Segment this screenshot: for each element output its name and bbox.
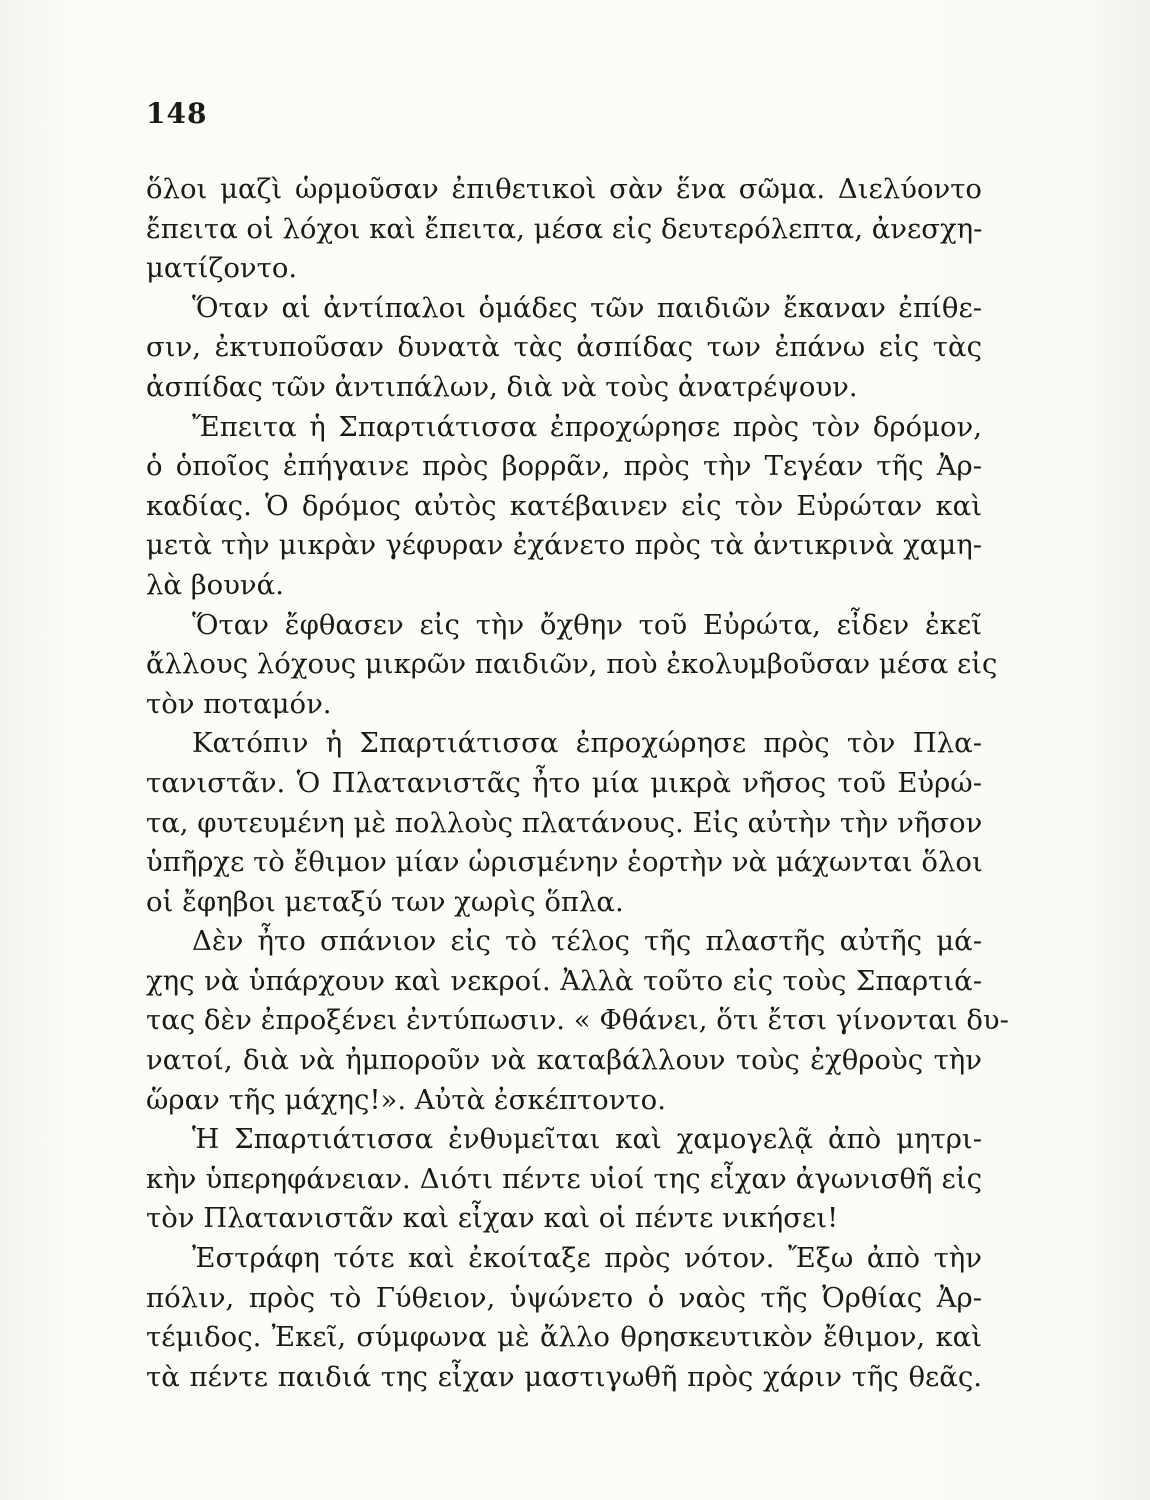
paragraph-6 bbox=[146, 922, 1009, 1120]
text-line: Ὅταν αἱ ἀντίπαλοι ὁμάδες τῶν παιδιῶν ἔκαναν ἐπίθε- bbox=[192, 291, 982, 324]
text-line: Ἔπειτα ἡ Σπαρτιάτισσα ἐπροχώρησε πρὸς τὸν δρόμον, bbox=[192, 410, 982, 443]
text-line: τὰ πέντε παιδιά της εἶχαν μαστιγωθῆ πρὸς χάριν τῆς θεᾶς. bbox=[146, 1360, 982, 1393]
paragraph-7 bbox=[146, 1120, 982, 1239]
text-line: Ὅταν ἔφθασεν εἰς τὴν ὄχθην τοῦ Εὐρώτα, εἶδεν ἐκεῖ bbox=[192, 608, 982, 641]
text-line: ματίζοντο. bbox=[146, 252, 298, 285]
paragraph-2 bbox=[146, 289, 982, 408]
text-line: σιν, ἐκτυποῦσαν δυνατὰ τὰς ἀσπίδας των ἐπάνω εἰς τὰς bbox=[146, 331, 982, 364]
text-line: τας δὲν ἐπροξένει ἐντύπωσιν. « Φθάνει, ὅτι ἔτσι γίνονται δυ- bbox=[146, 1004, 1009, 1037]
text-line: Κατόπιν ἡ Σπαρτιάτισσα ἐπροχώρησε πρὸς τὸν Πλα- bbox=[192, 727, 982, 760]
paragraph-8 bbox=[146, 1239, 982, 1397]
page-number: 148 bbox=[146, 97, 208, 130]
text-line: τανιστᾶν. Ὁ Πλατανιστᾶς ἦτο μία μικρὰ νῆσος τοῦ Εὐρώ- bbox=[146, 766, 982, 799]
text-line: Ἡ Σπαρτιάτισσα ἐνθυμεῖται καὶ χαμογελᾷ ἀπὸ μητρι- bbox=[192, 1123, 982, 1156]
text-line: ὑπῆρχε τὸ ἔθιμον μίαν ὡρισμένην ἑορτὴν νὰ μάχωνται ὅλοι bbox=[146, 846, 983, 879]
text-line: Ἐστράφη τότε καὶ ἐκοίταξε πρὸς νότον. Ἔξω ἀπὸ τὴν bbox=[192, 1242, 982, 1275]
text-line: τα, φυτευμένη μὲ πολλοὺς πλατάνους. Εἰς αὐτὴν τὴν νῆσον bbox=[146, 806, 983, 839]
text-line: ἀσπίδας τῶν ἀντιπάλων, διὰ νὰ τοὺς ἀνατρέψουν. bbox=[146, 370, 858, 403]
text-line: τὸν Πλατανιστᾶν καὶ εἶχαν καὶ οἱ πέντε νικήσει! bbox=[146, 1202, 839, 1235]
text-line: πόλιν, πρὸς τὸ Γύθειον, ὑψώνετο ὁ ναὸς τῆς Ὀρθίας Ἀρ- bbox=[146, 1281, 982, 1314]
text-line: καδίας. Ὁ δρόμος αὐτὸς κατέβαινεν εἰς τὸν Εὐρώταν καὶ bbox=[146, 489, 982, 522]
text-line: ἄλλους λόχους μικρῶν παιδιῶν, ποὺ ἐκολυμβοῦσαν μέσα εἰς bbox=[146, 648, 998, 681]
paragraph-1 bbox=[146, 170, 982, 289]
text-line: οἱ ἔφηβοι μεταξύ των χωρὶς ὅπλα. bbox=[146, 885, 624, 918]
text-line: Δὲν ἦτο σπάνιον εἰς τὸ τέλος τῆς πλαστῆς αὐτῆς μά- bbox=[192, 925, 982, 958]
text-line: λὰ βουνά. bbox=[146, 568, 284, 601]
text-line: ἔπειτα οἱ λόχοι καὶ ἔπειτα, μέσα εἰς δευτερόλεπτα, ἀνεσχη- bbox=[146, 212, 983, 245]
text-line: ὁ ὁποῖος ἐπήγαινε πρὸς βορρᾶν, πρὸς τὴν Τεγέαν τῆς Ἀρ- bbox=[146, 450, 982, 483]
paragraph-4 bbox=[146, 606, 998, 725]
text-line: τέμιδος. Ἐκεῖ, σύμφωνα μὲ ἄλλο θρησκευτικὸν ἔθιμον, καὶ bbox=[146, 1321, 982, 1354]
body-text bbox=[146, 170, 1009, 1397]
text-line: μετὰ τὴν μικρὰν γέφυραν ἐχάνετο πρὸς τὰ ἀντικρινὰ χαμη- bbox=[146, 529, 982, 562]
paragraph-3 bbox=[146, 408, 982, 606]
text-line: νατοί, διὰ νὰ ἠμποροῦν νὰ καταβάλλουν τοὺς ἐχθροὺς τὴν bbox=[146, 1044, 982, 1077]
text-line: ὥραν τῆς μάχης!». Αὐτὰ ἐσκέπτοντο. bbox=[146, 1083, 666, 1116]
text-line: ὅλοι μαζὶ ὡρμοῦσαν ἐπιθετικοὶ σὰν ἕνα σῶμα. Διελύοντο bbox=[146, 173, 982, 205]
text-line: κὴν ὑπερηφάνειαν. Διότι πέντε υἱοί της εἶχαν ἀγωνισθῆ εἰς bbox=[146, 1162, 982, 1195]
text-line: χης νὰ ὑπάρχουν καὶ νεκροί. Ἀλλὰ τοῦτο εἰς τοὺς Σπαρτιά- bbox=[146, 964, 982, 997]
text-line: τὸν ποταμόν. bbox=[146, 687, 332, 720]
paragraph-5 bbox=[146, 724, 982, 922]
